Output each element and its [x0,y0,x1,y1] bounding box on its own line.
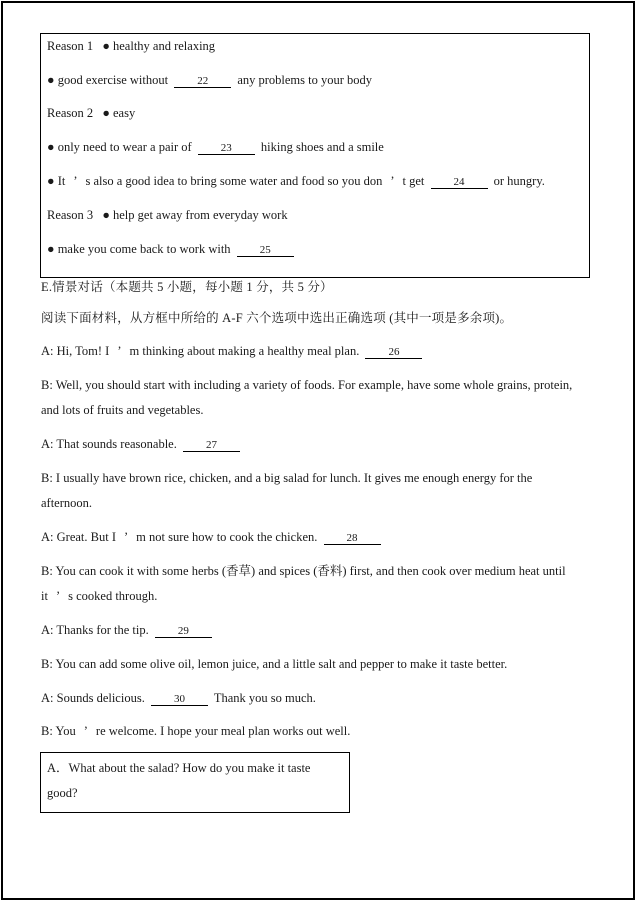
apostrophe: ’ [73,174,78,188]
dialogue-line-7 [41,530,384,545]
dialogue-line-12 [41,691,316,706]
dialogue-text: A: That sounds reasonable. [41,437,177,451]
dialogue-text: it [41,589,48,603]
dialogue-text: A: Thanks for the tip. [41,623,149,637]
bullet-icon: ● [47,242,55,256]
reason-1-label: Reason 1 [47,39,94,53]
reason-2-detail-after: hiking shoes and a smile [260,140,384,154]
reason-2-detail-before: only need to wear a pair of [57,140,192,154]
bullet-icon: ● [102,39,110,53]
dialogue-line-9 [41,589,157,604]
reason-2-label: Reason 2 [47,106,94,120]
apostrophe: ’ [117,344,122,358]
reason-3-row [47,208,288,223]
dialogue-text: m thinking about making a healthy meal plan. [129,344,360,358]
blank-27[interactable]: 27 [183,439,240,452]
reason-2-point: easy [113,106,136,120]
options-box [40,752,350,813]
apostrophe: ’ [55,589,61,603]
dialogue-line-3: and lots of fruits and vegetables. [41,403,204,417]
reason-1-row [47,39,215,54]
bullet-icon: ● [102,106,110,120]
dialogue-text: m not sure how to cook the chicken. [136,530,318,544]
reason-1-detail [47,73,372,88]
dialogue-line-4 [41,437,243,452]
reason-2-row [47,106,135,121]
blank-22[interactable]: 22 [174,75,231,88]
blank-26[interactable]: 26 [365,346,422,359]
bullet-icon: ● [47,73,55,87]
reason-3-point: help get away from everyday work [113,208,288,222]
dialogue-text: A: Great. But I [41,530,116,544]
reason-1-detail-after: any problems to your body [237,73,373,87]
bullet-icon: ● [47,174,55,188]
apostrophe: ’ [123,530,129,544]
section-instruction: 阅读下面材料，从方框中所给的 A-F 六个选项中选出正确选项 (其中一项是多余项)。 [41,311,513,325]
blank-28[interactable]: 28 [324,532,381,545]
reason-3-detail [47,242,297,257]
reasons-box [40,33,590,278]
reason-1-point: healthy and relaxing [113,39,216,53]
section-heading: E.情景对话（本题共 5 小题，每小题 1 分，共 5 分） [41,280,333,294]
dialogue-line-13 [41,724,350,739]
dialogue-line-10 [41,623,215,638]
blank-30[interactable]: 30 [151,693,208,706]
blank-24[interactable]: 24 [431,176,488,189]
bullet-icon: ● [47,140,55,154]
dialogue-text: s cooked through. [68,589,158,603]
reason-2-detail-2-after: or hungry. [493,174,545,188]
option-a[interactable]: A．What about the salad? How do you make it taste good? [47,761,311,800]
dialogue-line-2: B: Well, you should start with including a variety of foods. For example, have some whole grains, protein, [41,378,573,392]
dialogue-text: Thank you so much. [213,691,316,705]
dialogue-text: B: You [41,724,76,738]
apostrophe: ’ [83,724,88,738]
blank-29[interactable]: 29 [155,625,212,638]
text-t-get: t get [402,174,425,188]
dialogue-line-11: B: You can add some olive oil, lemon juice, and a little salt and pepper to make it taste better. [41,657,508,671]
reason-1-detail-before: good exercise without [57,73,169,87]
dialogue-text: re welcome. I hope your meal plan works out well. [95,724,351,738]
reason-2-detail [47,140,384,155]
blank-25[interactable]: 25 [237,244,294,257]
dialogue-text: A: Sounds delicious. [41,691,145,705]
dialogue-text: A: Hi, Tom! I [41,344,110,358]
blank-23[interactable]: 23 [198,142,255,155]
reason-2-detail-2 [47,174,545,189]
dialogue-line-6: afternoon. [41,496,93,510]
apostrophe: ’ [390,174,395,188]
dialogue-line-5: B: I usually have brown rice, chicken, and a big salad for lunch. It gives me enough energy for the [41,471,533,485]
bullet-icon: ● [102,208,110,222]
reason-3-label: Reason 3 [47,208,94,222]
text-it: It [57,174,66,188]
reason-3-detail-before: make you come back to work with [57,242,231,256]
dialogue-line-1 [41,344,425,359]
reason-2-detail-2-middle: s also a good idea to bring some water and food so you don [85,174,383,188]
dialogue-line-8: B: You can cook it with some herbs (香草) and spices (香料) first, and then cook over medium heat until [41,564,566,578]
